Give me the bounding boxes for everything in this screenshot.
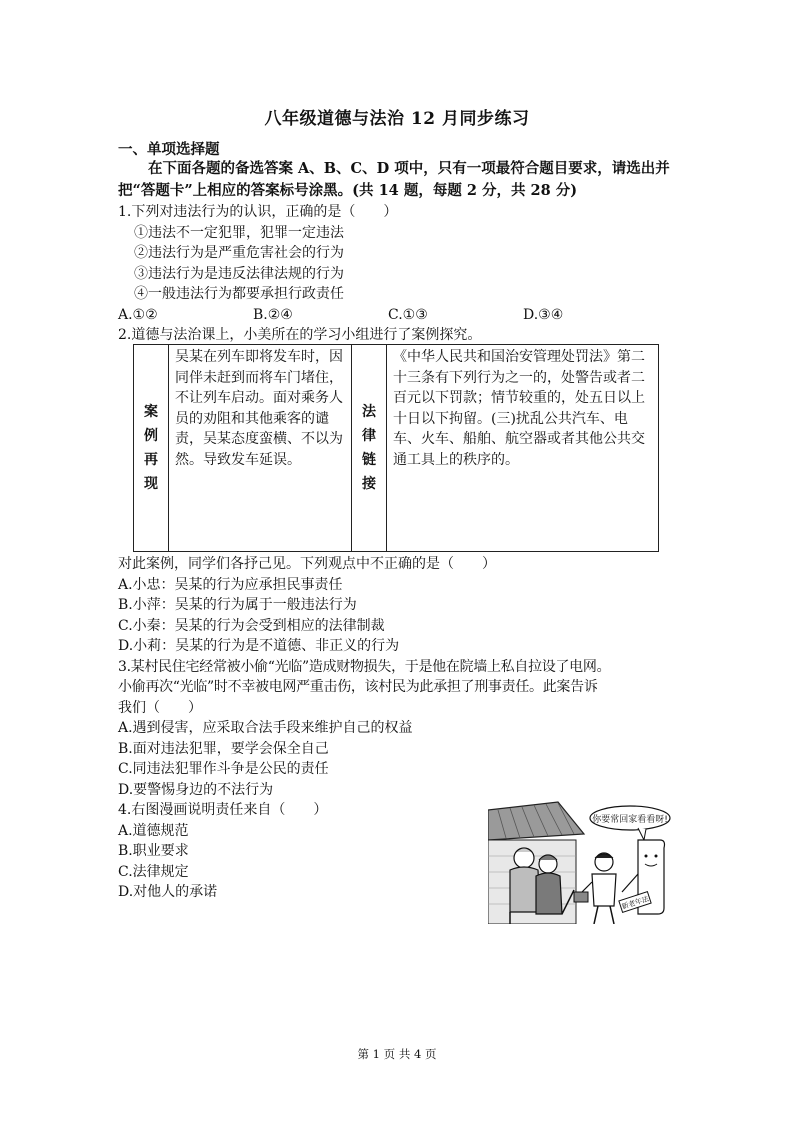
q1-statement: ②违法行为是严重危害社会的行为 <box>134 245 344 261</box>
question-1 <box>118 202 678 346</box>
q1-statement: ①违法不一定犯罪，犯罪一定违法 <box>134 224 344 241</box>
q4-option-a[interactable]: A.道德规范 <box>118 822 189 839</box>
law-text: 《中华人民共和国治安管理处罚法》第二十三条有下列行为之一的，处警告或者二百元以下罚款；情节较重的，处五日以上十日以下拘留。(三)扰乱公共汽车、电车、火车、船舶、航空器或者其他公共交通工具上的秩序的。 <box>387 345 659 552</box>
q4-option-d[interactable]: D.对他人的承诺 <box>118 884 218 900</box>
q3-stem-line: 小偷再次“光临”时不幸被电网严重击伤，该村民为此承担了刑事责任。此案告诉 <box>118 679 598 695</box>
q4-option-c[interactable]: C.法律规定 <box>118 863 189 880</box>
q3-option-b[interactable]: B.面对违法犯罪，要学会保全自己 <box>118 740 329 757</box>
q1-option-c[interactable]: C.①③ <box>388 306 428 323</box>
case-table <box>133 344 659 552</box>
q3-stem-line: 我们（ ） <box>118 699 202 716</box>
q1-stem: 1.下列对违法行为的认识，正确的是（ ） <box>118 204 398 220</box>
q1-option-a[interactable]: A.①② <box>118 306 158 323</box>
q2-question: 对此案例，同学们各抒己见。下列观点中不正确的是（ ） <box>118 556 496 572</box>
q3-option-a[interactable]: A.遇到侵害，应采取合法手段来维护自己的权益 <box>118 720 413 736</box>
q1-option-d[interactable]: D.③④ <box>523 306 564 323</box>
q1-options <box>118 305 678 326</box>
q3-option-c[interactable]: C.同违法犯罪作斗争是公民的责任 <box>118 761 329 777</box>
page-footer: 第 1 页 共 4 页 <box>357 1047 437 1061</box>
page-title: 八年级道德与法治 12 月同步练习 <box>264 109 530 129</box>
q1-statement: ③违法行为是违反法律法规的行为 <box>134 265 344 282</box>
q1-statement: ④一般违法行为都要承担行政责任 <box>134 286 344 302</box>
law-header-text: 法律链接 <box>362 404 376 492</box>
q4-stem: 4.右图漫画说明责任来自（ ） <box>118 802 328 818</box>
q2-option-c[interactable]: C.小秦：吴某的行为会受到相应的法律制裁 <box>118 617 385 634</box>
q2-option-b[interactable]: B.小萍：吴某的行为属于一般违法行为 <box>118 597 357 613</box>
cartoon-bubble-text: 你要常回家看看呀! <box>592 815 668 825</box>
section-heading: 一、单项选择题 <box>118 141 220 158</box>
q2-option-a[interactable]: A.小忠：吴某的行为应承担民事责任 <box>118 576 343 593</box>
case-text: 吴某在列车即将发车时，因同伴未赶到而将车门堵住，不让列车启动。面对乘务人员的劝阻和其他乘客的谴责，吴某态度蛮横、不以为然。导致发车延误。 <box>169 345 352 552</box>
cartoon-svg <box>488 800 672 924</box>
section-instruction: 在下面各题的备选答案 A、B、C、D 项中，只有一项最符合题目要求，请选出并把“答题卡”上相应的答案标号涂黑。(共 14 题，每题 2 分，共 28 分) <box>118 160 670 199</box>
q2-option-d[interactable]: D.小莉：吴某的行为是不道德、非正义的行为 <box>118 638 400 654</box>
q3-stem-line: 3.某村民住宅经常被小偷“光临”造成财物损失，于是他在院墙上私自拉设了电网。 <box>118 658 611 675</box>
cartoon-scroll-text: 新老年法 <box>620 894 650 912</box>
law-header <box>352 345 387 552</box>
case-header <box>134 345 169 552</box>
cartoon-illustration <box>488 800 672 924</box>
q4-option-b[interactable]: B.职业要求 <box>118 843 189 859</box>
q3-option-d[interactable]: D.要警惕身边的不法行为 <box>118 781 274 798</box>
q1-option-b[interactable]: B.②④ <box>253 306 293 323</box>
q2-stem: 2.道德与法治课上，小美所在的学习小组进行了案例探究。 <box>118 327 482 343</box>
case-header-text: 案例再现 <box>144 404 158 492</box>
